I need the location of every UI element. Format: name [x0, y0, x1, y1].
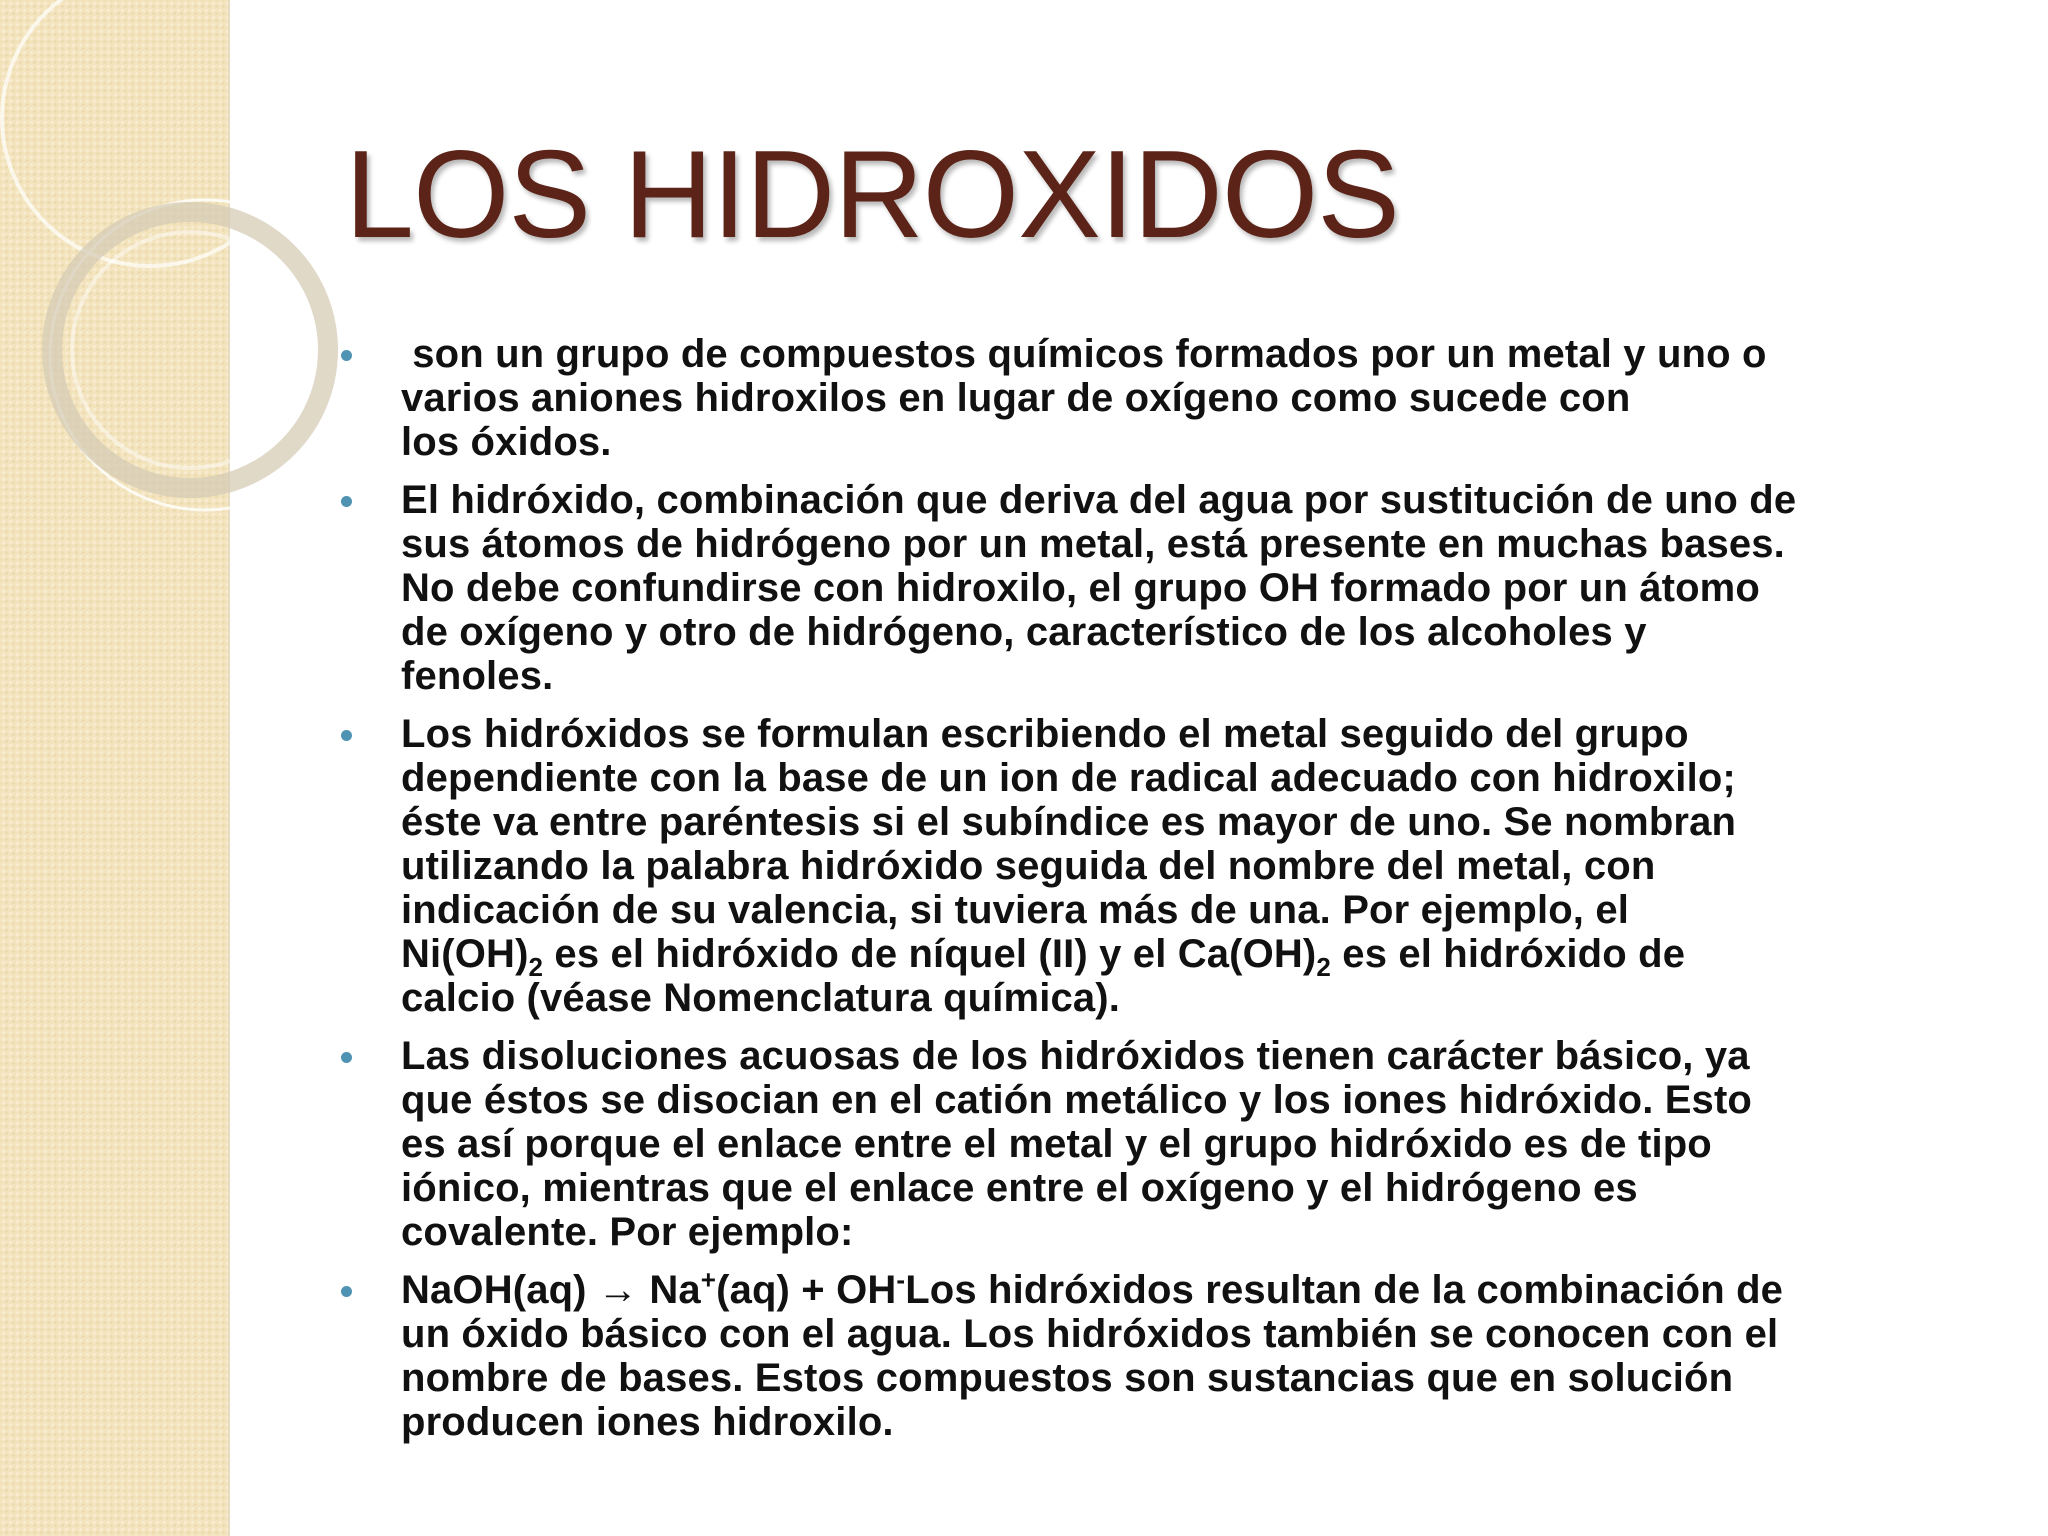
bullet-dot-icon [341, 1052, 352, 1063]
bullet-dot-icon [341, 496, 352, 507]
bullet-text [401, 712, 2001, 1020]
formula-line [401, 932, 2001, 982]
text-line: que éstos se disocian en el catión metálico y los iones hidróxido. Esto [401, 1078, 1753, 1122]
text-line: sus átomos de hidrógeno por un metal, está presente en muchas bases. [401, 522, 1785, 566]
bullet-text [401, 478, 2001, 698]
bullet-item [0, 332, 2048, 464]
equation-reactant: NaOH(aq) → Na [401, 1268, 701, 1312]
text-line: nombre de bases. Estos compuestos son sustancias que en solución [401, 1356, 1734, 1400]
bullet-item [0, 1264, 2048, 1444]
text-line: éste va entre paréntesis si el subíndice es mayor de uno. Se nombran [401, 800, 1737, 844]
text-line: calcio (véase Nomenclatura química). [401, 976, 1121, 1020]
bullet-dot-icon [341, 730, 352, 741]
text-line: Los hidróxidos se formulan escribiendo el metal seguido del grupo [401, 712, 1689, 756]
slide-title: LOS HIDROXIDOS [345, 126, 1399, 264]
text-segment: Los hidróxidos resultan de la combinación de [905, 1268, 1784, 1312]
text-line: un óxido básico con el agua. Los hidróxidos también se conocen con el [401, 1312, 1779, 1356]
text-line: los óxidos. [401, 420, 612, 464]
bullet-dot-icon [341, 350, 352, 361]
superscript: - [896, 1264, 906, 1295]
bullet-text [401, 1034, 2001, 1254]
text-line: producen iones hidroxilo. [401, 1400, 894, 1444]
text-line: El hidróxido, combinación que deriva del agua por sustitución de uno de [401, 478, 1797, 522]
bullet-item [0, 478, 2048, 698]
text-line: No debe confundirse con hidroxilo, el grupo OH formado por un átomo [401, 566, 1760, 610]
superscript: + [700, 1264, 717, 1295]
bullet-text [401, 1264, 2001, 1444]
equation-product: (aq) + OH [716, 1268, 897, 1312]
formula-nickel-hydroxide: Ni(OH) [401, 932, 529, 976]
text-segment: es el hidróxido de níquel (II) y el [543, 932, 1178, 976]
text-segment: es el hidróxido de [1331, 932, 1686, 976]
text-line: covalente. Por ejemplo: [401, 1210, 854, 1254]
bullet-item [0, 1034, 2048, 1254]
equation-line [401, 1264, 2001, 1312]
text-line: son un grupo de compuestos químicos formados por un metal y uno o [401, 332, 1767, 376]
text-line: utilizando la palabra hidróxido seguida del nombre del metal, con [401, 844, 1656, 888]
text-line: es así porque el enlace entre el metal y el grupo hidróxido es de tipo [401, 1122, 1712, 1166]
formula-calcium-hydroxide: Ca(OH) [1177, 932, 1317, 976]
bullet-dot-icon [341, 1286, 352, 1297]
text-line: fenoles. [401, 654, 554, 698]
bullet-list [0, 332, 2048, 1458]
text-line: varios aniones hidroxilos en lugar de oxígeno como sucede con [401, 376, 1631, 420]
text-line: indicación de su valencia, si tuviera más de una. Por ejemplo, el [401, 888, 1629, 932]
bullet-text [401, 332, 2001, 464]
text-line: iónico, mientras que el enlace entre el oxígeno y el hidrógeno es [401, 1166, 1638, 1210]
bullet-item [0, 712, 2048, 1020]
text-line: dependiente con la base de un ion de radical adecuado con hidroxilo; [401, 756, 1736, 800]
text-line: Las disoluciones acuosas de los hidróxidos tienen carácter básico, ya [401, 1034, 1750, 1078]
text-line: de oxígeno y otro de hidrógeno, característico de los alcoholes y [401, 610, 1647, 654]
subscript: 2 [1316, 952, 1332, 982]
subscript: 2 [528, 952, 544, 982]
